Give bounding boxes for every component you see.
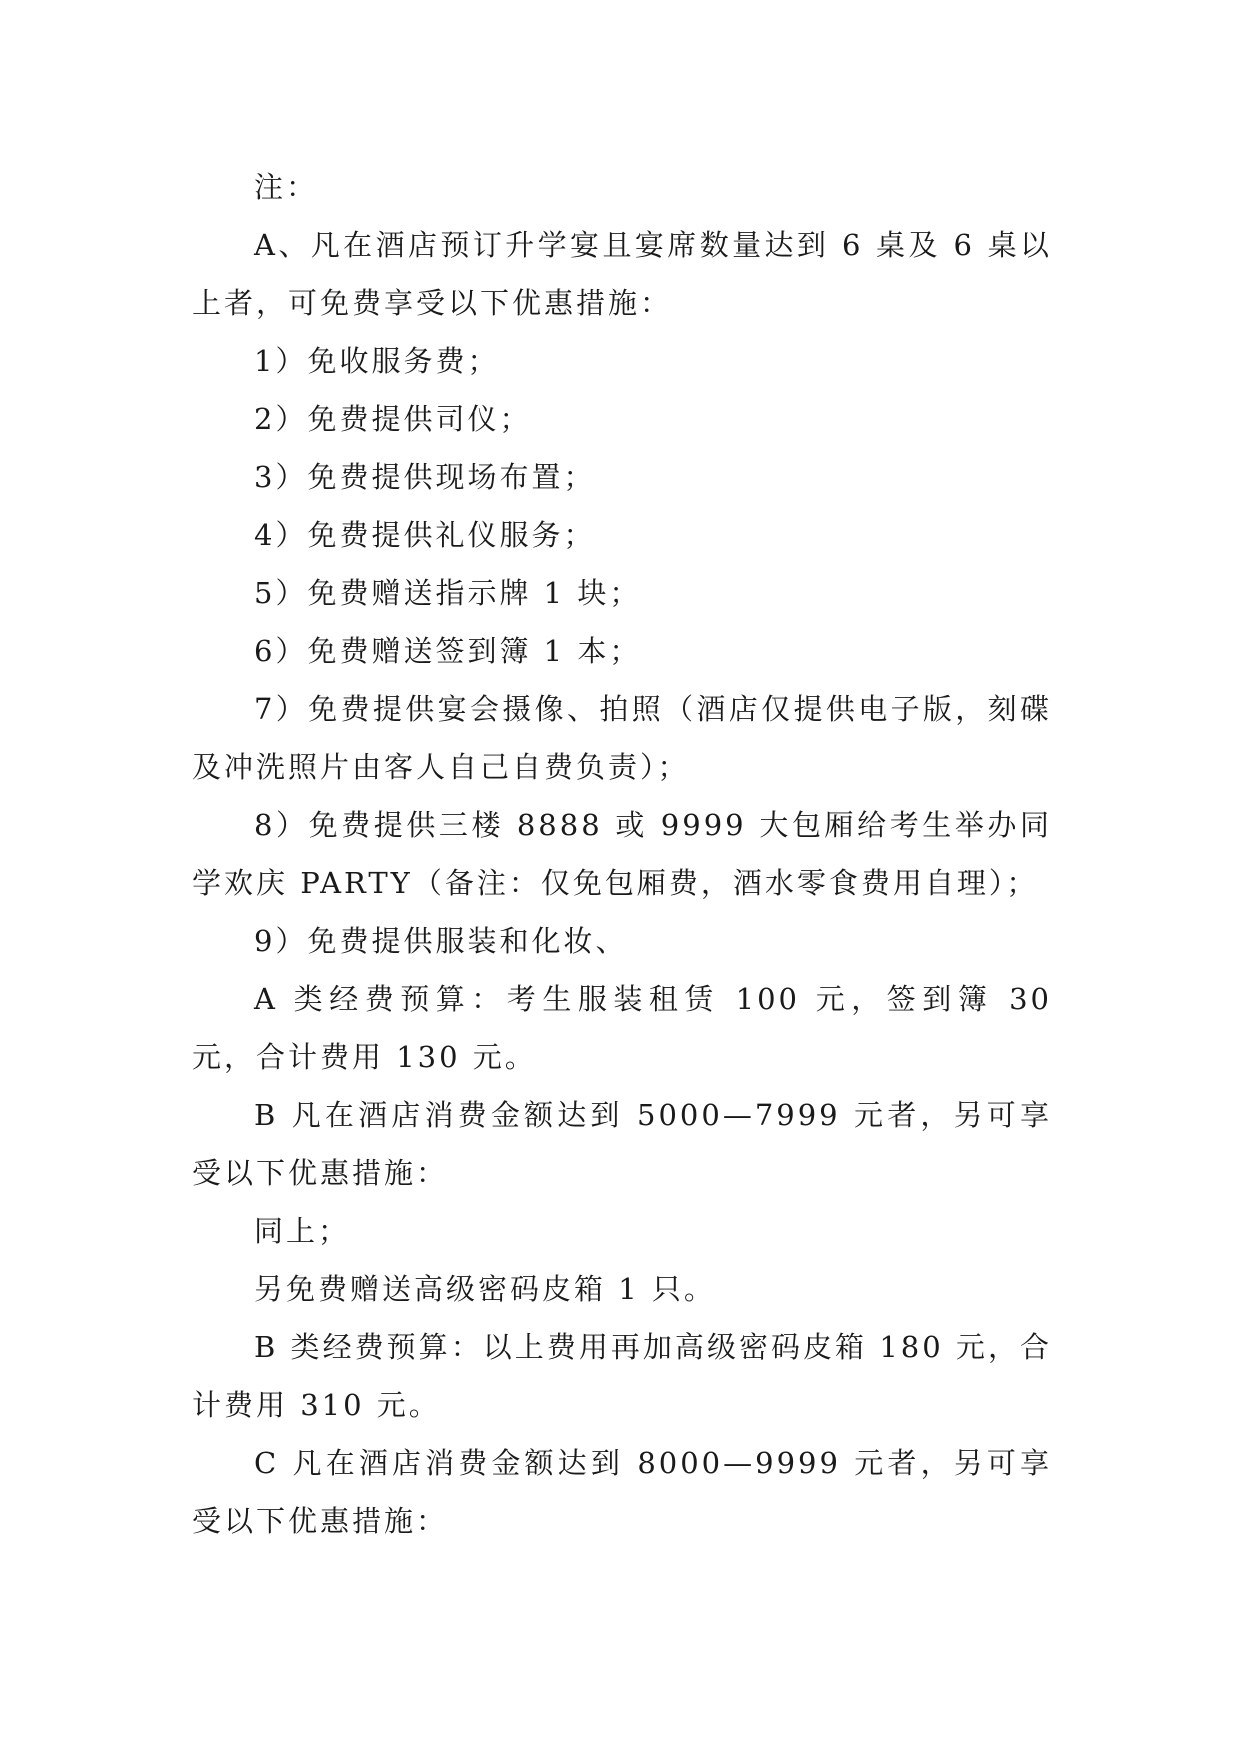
gift-suitcase: 另免费赠送高级密码皮箱 1 只。 (254, 1272, 716, 1306)
list-item-6: 6）免费赠送签到簿 1 本； (254, 634, 642, 668)
paragraph-b-intro: B 凡在酒店消费金额达到 5000—7999 元者，另可享受以下优惠措施： (192, 1098, 1052, 1190)
document-body (192, 158, 1052, 1550)
paragraph-a-intro: A、凡在酒店预订升学宴且宴席数量达到 6 桌及 6 桌以上者，可免费享受以下优惠措施： (192, 228, 1052, 320)
list-item-4: 4）免费提供礼仪服务； (254, 518, 596, 552)
list-item-8: 8）免费提供三楼 8888 或 9999 大包厢给考生举办同学欢庆 PARTY（备注：仅免包厢费，酒水零食费用自理）； (192, 808, 1052, 900)
list-item-1: 1）免收服务费； (254, 344, 500, 378)
note-heading: 注： (254, 170, 319, 204)
list-item-3: 3）免费提供现场布置； (254, 460, 596, 494)
same-as-above: 同上； (254, 1214, 351, 1248)
list-item-9: 9）免费提供服装和化妆、 (254, 924, 628, 958)
budget-b: B 类经费预算：以上费用再加高级密码皮箱 180 元，合计费用 310 元。 (192, 1330, 1052, 1422)
list-item-5: 5）免费赠送指示牌 1 块； (254, 576, 642, 610)
paragraph-c-intro: C 凡在酒店消费金额达到 8000—9999 元者，另可享受以下优惠措施： (192, 1446, 1052, 1538)
budget-a: A 类经费预算：考生服装租赁 100 元，签到簿 30 元，合计费用 130 元。 (192, 982, 1052, 1074)
list-item-7: 7）免费提供宴会摄像、拍照（酒店仅提供电子版，刻碟及冲洗照片由客人自己自费负责）； (192, 692, 1052, 784)
list-item-2: 2）免费提供司仪； (254, 402, 532, 436)
